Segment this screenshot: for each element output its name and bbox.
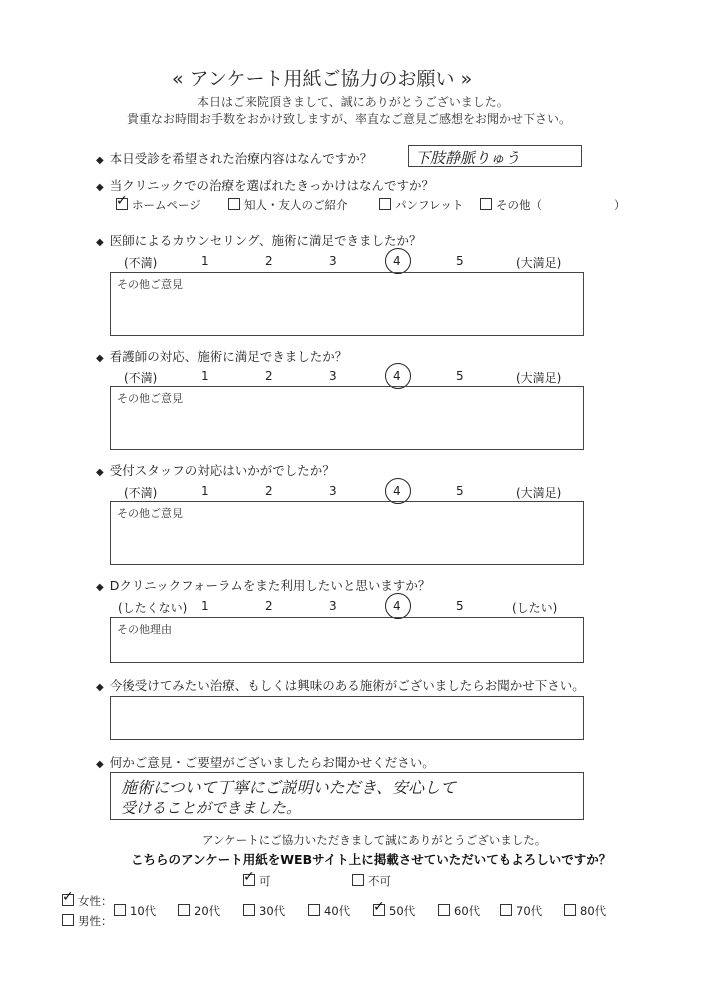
age-10s[interactable]: 10代 <box>114 903 156 919</box>
question-3: ◆ 医師によるカウンセリング、施術に満足できましたか？ <box>96 231 421 249</box>
scale-high-label: (大満足) <box>516 486 562 500</box>
age-checkbox[interactable] <box>114 904 126 916</box>
q8-handwritten-line-2: 受けることができました。 <box>121 799 302 817</box>
scale-5[interactable]: 5 <box>456 599 464 613</box>
option-other-close: ） <box>614 198 626 212</box>
scale-low-label: (不満) <box>124 256 158 270</box>
q8-answer-box[interactable] <box>110 772 584 820</box>
q4-comment-label: その他ご意見 <box>117 392 183 405</box>
q7-answer-box[interactable] <box>110 696 584 740</box>
question-6: ◆ Dクリニックフォーラムをまた利用したいと思いますか？ <box>96 576 430 594</box>
publish-permission-question: こちらのアンケート用紙をWEBサイト上に掲載させていただいてもよろしいですか？ <box>131 852 612 867</box>
age-40s[interactable]: 40代 <box>308 903 350 919</box>
q4-comment-box[interactable] <box>110 386 584 450</box>
scale-1[interactable]: 1 <box>201 254 209 268</box>
intro-line-1: 本日はご来院頂きまして、誠にありがとうございました。 <box>197 95 509 109</box>
age-60s[interactable]: 60代 <box>438 903 480 919</box>
scale-high-label: (大満足) <box>516 256 562 270</box>
other-checkbox[interactable] <box>480 198 492 210</box>
scale-low-label: (したくない) <box>118 601 188 615</box>
option-pamphlet[interactable]: パンフレット <box>379 197 463 213</box>
q1-answer-box[interactable] <box>408 145 582 167</box>
scale-2[interactable]: 2 <box>265 254 273 268</box>
q3-comment-box[interactable] <box>110 272 584 336</box>
question-8: ◆ 何かご意見・ご要望がございましたらお聞かせください。 <box>96 753 435 771</box>
homepage-checkbox[interactable] <box>116 193 128 210</box>
friend-checkbox[interactable] <box>228 198 240 210</box>
scale-3[interactable]: 3 <box>329 484 337 498</box>
check-mark-icon: ✓ <box>373 899 385 915</box>
q6-comment-box[interactable] <box>110 617 584 663</box>
scale-2[interactable]: 2 <box>265 369 273 383</box>
scale-1[interactable]: 1 <box>201 369 209 383</box>
question-4: ◆ 看護師の対応、施術に満足できましたか？ <box>96 347 347 365</box>
scale-2[interactable]: 2 <box>265 484 273 498</box>
yes-checkbox[interactable] <box>243 869 255 886</box>
option-friend-referral[interactable]: 知人・友人のご紹介 <box>228 197 348 213</box>
check-mark-icon: ✓ <box>243 869 255 885</box>
scale-high-label: (大満足) <box>516 371 562 385</box>
pamphlet-checkbox[interactable] <box>379 198 391 210</box>
scale-3[interactable]: 3 <box>329 599 337 613</box>
scale-1[interactable]: 1 <box>201 599 209 613</box>
scale-high-label: (したい) <box>512 601 558 615</box>
q6-comment-label: その他理由 <box>117 623 172 636</box>
q8-handwritten-line-1: 施術について丁寧にご説明いただき、安心して <box>121 778 457 797</box>
scale-5[interactable]: 5 <box>456 254 464 268</box>
age-checkbox[interactable] <box>178 904 190 916</box>
age-checkbox[interactable] <box>500 904 512 916</box>
age-30s[interactable]: 30代 <box>243 903 285 919</box>
q3-selected-circle <box>385 248 411 274</box>
scale-5[interactable]: 5 <box>456 484 464 498</box>
question-7: ◆ 今後受けてみたい治療、もしくは興味のある施術がございましたらお聞かせ下さい。 <box>96 676 585 694</box>
scale-4[interactable]: 4 <box>393 599 401 613</box>
female-checkbox[interactable] <box>62 889 74 906</box>
q5-comment-box[interactable] <box>110 501 584 565</box>
question-1: ◆ 本日受診を希望された治療内容はなんですか？ <box>96 149 372 167</box>
question-2: ◆ 当クリニックでの治療を選ばれたきっかけはなんですか？ <box>96 176 434 194</box>
age-checkbox[interactable] <box>243 904 255 916</box>
age-20s[interactable]: 20代 <box>178 903 220 919</box>
intro-line-2: 貴重なお時間お手数をおかけ致しますが、率直なご意見ご感想をお聞かせ下さい。 <box>127 112 572 126</box>
age-checkbox[interactable] <box>308 904 320 916</box>
scale-4[interactable]: 4 <box>393 369 401 383</box>
no-checkbox[interactable] <box>352 874 364 886</box>
page-title: « アンケート用紙ご協力のお願い » <box>172 68 473 90</box>
scale-1[interactable]: 1 <box>201 484 209 498</box>
publish-no-option[interactable]: 不可 <box>352 873 391 889</box>
q5-comment-label: その他ご意見 <box>117 507 183 520</box>
scale-4[interactable]: 4 <box>393 484 401 498</box>
age-80s[interactable]: 80代 <box>564 903 606 919</box>
q1-handwritten-answer: 下肢静脈りゅう <box>415 149 521 167</box>
age-50s[interactable]: ✓ 50代 <box>373 899 416 918</box>
male-checkbox[interactable] <box>62 914 74 926</box>
q6-selected-circle <box>385 593 411 619</box>
gender-female-option[interactable]: ✓ 女性： <box>62 889 113 908</box>
question-5: ◆ 受付スタッフの対応はいかがでしたか？ <box>96 461 335 479</box>
scale-5[interactable]: 5 <box>456 369 464 383</box>
option-other[interactable]: その他（ <box>480 197 542 213</box>
scale-3[interactable]: 3 <box>329 254 337 268</box>
q3-comment-label: その他ご意見 <box>117 278 183 291</box>
gender-male-option[interactable]: 男性： <box>62 913 113 929</box>
scale-low-label: (不満) <box>124 371 158 385</box>
scale-low-label: (不満) <box>124 486 158 500</box>
scale-4[interactable]: 4 <box>393 254 401 268</box>
age-checkbox[interactable] <box>373 899 385 916</box>
age-70s[interactable]: 70代 <box>500 903 542 919</box>
publish-yes-option[interactable]: ✓ 可 <box>243 869 271 888</box>
scale-2[interactable]: 2 <box>265 599 273 613</box>
age-checkbox[interactable] <box>564 904 576 916</box>
check-mark-icon: ✓ <box>116 193 128 209</box>
option-homepage[interactable]: ✓ ホームページ <box>116 193 201 212</box>
age-checkbox[interactable] <box>438 904 450 916</box>
footer-thanks: アンケートにご協力いただきまして誠にありがとうございました。 <box>202 833 547 847</box>
check-mark-icon: ✓ <box>62 889 74 905</box>
scale-3[interactable]: 3 <box>329 369 337 383</box>
